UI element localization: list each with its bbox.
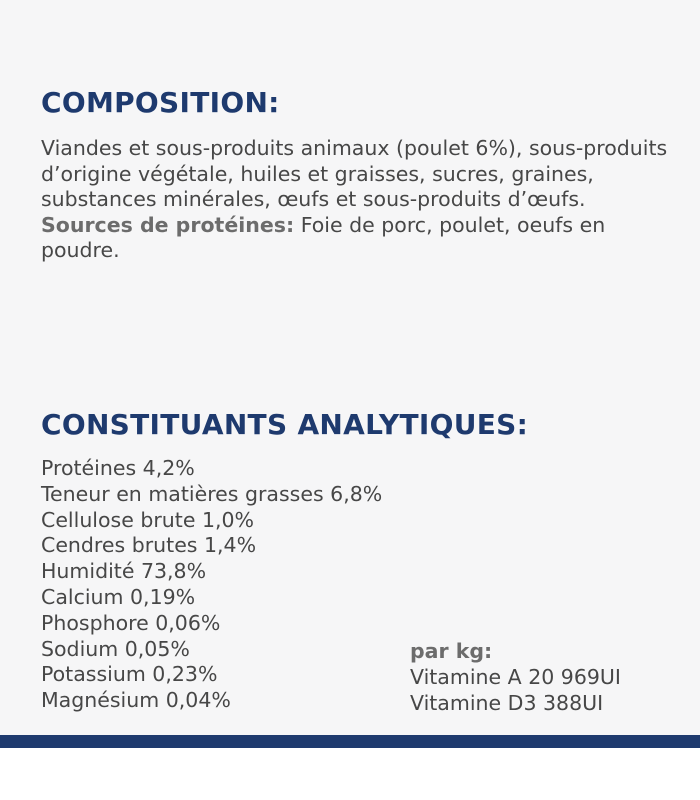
analytical-constituents-heading: CONSTITUANTS ANALYTIQUES: bbox=[41, 408, 529, 441]
per-kg-label: par kg: bbox=[410, 639, 493, 663]
constituent-item: Sodium 0,05% bbox=[41, 636, 190, 661]
composition-heading: COMPOSITION: bbox=[41, 86, 280, 119]
constituent-item: Cendres brutes 1,4% bbox=[41, 533, 257, 558]
constituent-item: Phosphore 0,06% bbox=[41, 610, 221, 635]
analytical-constituents-list bbox=[41, 456, 382, 714]
constituent-item: Calcium 0,19% bbox=[41, 584, 196, 609]
vitamin-a-item: Vitamine A 20 969UI bbox=[410, 664, 621, 689]
protein-sources-line bbox=[41, 213, 681, 264]
constituent-item: Protéines 4,2% bbox=[41, 456, 195, 480]
protein-sources-label: Sources de protéines: bbox=[41, 212, 295, 237]
per-kg-block bbox=[410, 639, 621, 716]
constituent-item: Humidité 73,8% bbox=[41, 559, 207, 584]
protein-sources-value: Foie de porc, poulet, oeufs en poudre. bbox=[41, 212, 606, 262]
composition-text bbox=[41, 136, 681, 264]
ingredients-text: Viandes et sous-produits animaux (poulet 6%), sous-produits d’origine végétale, huiles et graisses, sucres, graines, substances minérales, œufs et sous-produits d’œufs. bbox=[41, 136, 668, 211]
footer-band bbox=[0, 735, 700, 748]
constituent-item: Potassium 0,23% bbox=[41, 662, 218, 687]
constituent-item: Magnésium 0,04% bbox=[41, 688, 231, 713]
vitamin-d3-item: Vitamine D3 388UI bbox=[410, 690, 604, 715]
constituent-item: Teneur en matières grasses 6,8% bbox=[41, 481, 383, 506]
constituent-item: Cellulose brute 1,0% bbox=[41, 507, 255, 532]
